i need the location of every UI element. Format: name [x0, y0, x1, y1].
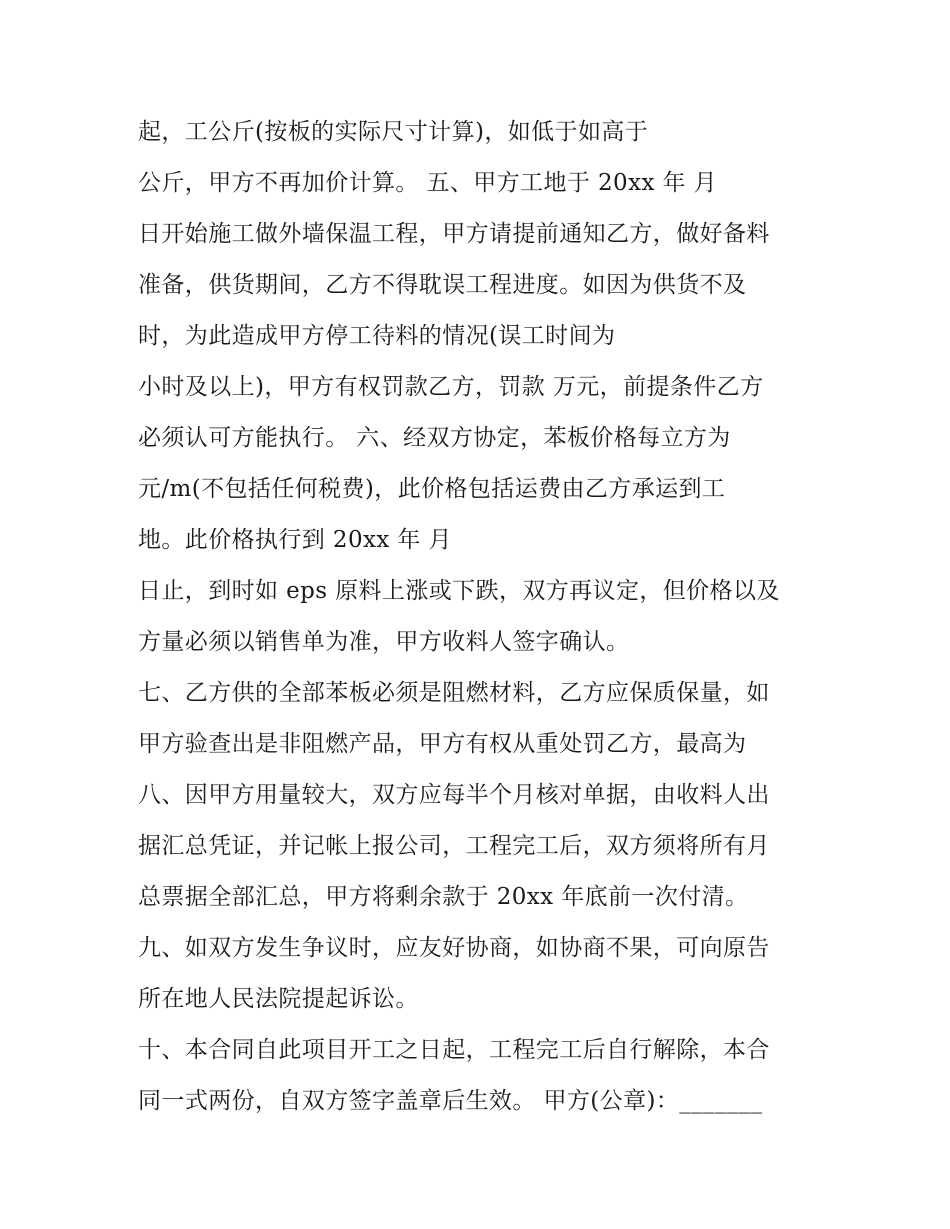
text-line: 七、乙方供的全部苯板必须是阻燃材料，乙方应保质保量，如	[138, 680, 770, 706]
text-line: 所在地人民法院提起诉讼。	[138, 986, 419, 1012]
contract-text	[138, 107, 828, 1127]
text-line: 十、本合同自此项目开工之日起，工程完工后自行解除，本合	[138, 1037, 770, 1063]
text-line: 准备，供货期间，乙方不得耽误工程进度。如因为供货不及	[138, 272, 747, 298]
text-line: 小时及以上)，甲方有权罚款乙方，罚款 万元，前提条件乙方	[138, 374, 764, 400]
text-line: 据汇总凭证，并记帐上报公司，工程完工后，双方须将所有月	[138, 833, 770, 859]
text-line: 地。此价格执行到 20xx 年 月	[138, 527, 452, 553]
text-line: 同一式两份，自双方签字盖章后生效。 甲方(公章)：_______	[138, 1088, 763, 1114]
text-line: 元/m(不包括任何税费)，此价格包括运费由乙方承运到工	[138, 476, 726, 502]
text-line: 时，为此造成甲方停工待料的情况(误工时间为	[138, 323, 616, 349]
text-line: 公斤，甲方不再加价计算。 五、甲方工地于 20xx 年 月	[138, 170, 718, 196]
text-line: 方量必须以销售单为准，甲方收料人签字确认。	[138, 629, 630, 655]
text-line: 必须认可方能执行。 六、经双方协定，苯板价格每立方为	[138, 425, 731, 451]
text-line: 八、因甲方用量较大，双方应每半个月核对单据，由收料人出	[138, 782, 770, 808]
text-line: 甲方验查出是非阻燃产品，甲方有权从重处罚乙方，最高为	[138, 731, 747, 757]
text-line: 总票据全部汇总，甲方将剩余款于 20xx 年底前一次付清。	[138, 884, 749, 910]
text-line: 日开始施工做外墙保温工程，甲方请提前通知乙方，做好备料	[138, 221, 770, 247]
text-line: 起，工公斤(按板的实际尺寸计算)，如低于如高于	[138, 119, 649, 145]
text-line: 九、如双方发生争议时，应友好协商，如协商不果，可向原告	[138, 935, 770, 961]
text-line: 日止，到时如 eps 原料上涨或下跌，双方再议定，但价格以及	[138, 578, 780, 604]
